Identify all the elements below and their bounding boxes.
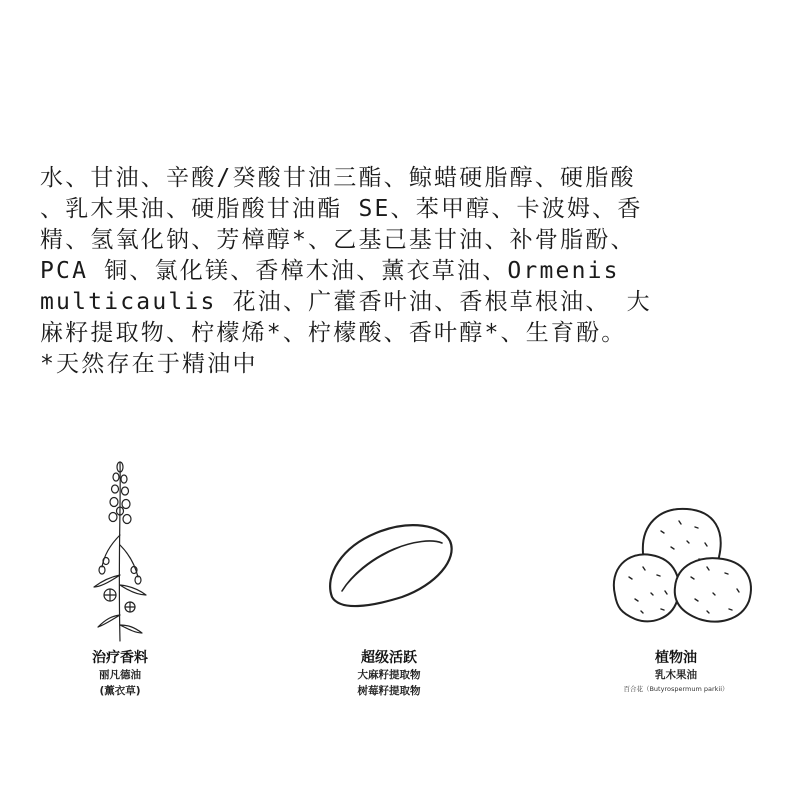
ingredient-line: 水、甘油、辛酸/癸酸甘油三酯、鲸蜡硬脂醇、硬脂酸 [40, 165, 636, 191]
feature-subtitle: 丽凡德油 [99, 669, 141, 681]
feature-title: 植物油 [655, 650, 697, 666]
ingredient-list [40, 163, 770, 380]
ingredient-line: 精、氢氧化钠、芳樟醇*、乙基己基甘油、补骨脂酚、 [40, 227, 636, 253]
feature-plant-oil [576, 455, 776, 695]
feature-super-active [289, 455, 489, 699]
ingredient-line: 麻籽提取物、柠檬烯*、柠檬酸、香叶醇*、生育酚。 [40, 320, 627, 346]
shea-nut-icon [591, 455, 761, 645]
feature-subtitle: 大麻籽提取物 [357, 669, 421, 681]
feature-title: 治疗香料 [92, 650, 148, 666]
ingredient-footnote: *天然存在于精油中 [40, 351, 258, 377]
feature-title: 超级活跃 [361, 650, 417, 666]
feature-lavender [20, 455, 220, 699]
feature-subtitle: 树莓籽提取物 [357, 685, 421, 697]
feature-subtitle: (薰衣草) [99, 685, 141, 697]
ingredient-line: multicaulis 花油、广藿香叶油、香根草根油、 大 [40, 289, 652, 315]
almond-seed-icon [314, 455, 464, 645]
ingredient-line: 、乳木果油、硬脂酸甘油酯 SE、苯甲醇、卡波姆、香 [40, 196, 643, 222]
feature-botanical-name: 百合花（Butyrospermum parkii） [623, 685, 729, 693]
ingredient-line: PCA 铜、氯化镁、香樟木油、薰衣草油、Ormenis [40, 258, 620, 284]
feature-subtitle: 乳木果油 [655, 669, 697, 681]
lavender-icon [80, 455, 160, 645]
